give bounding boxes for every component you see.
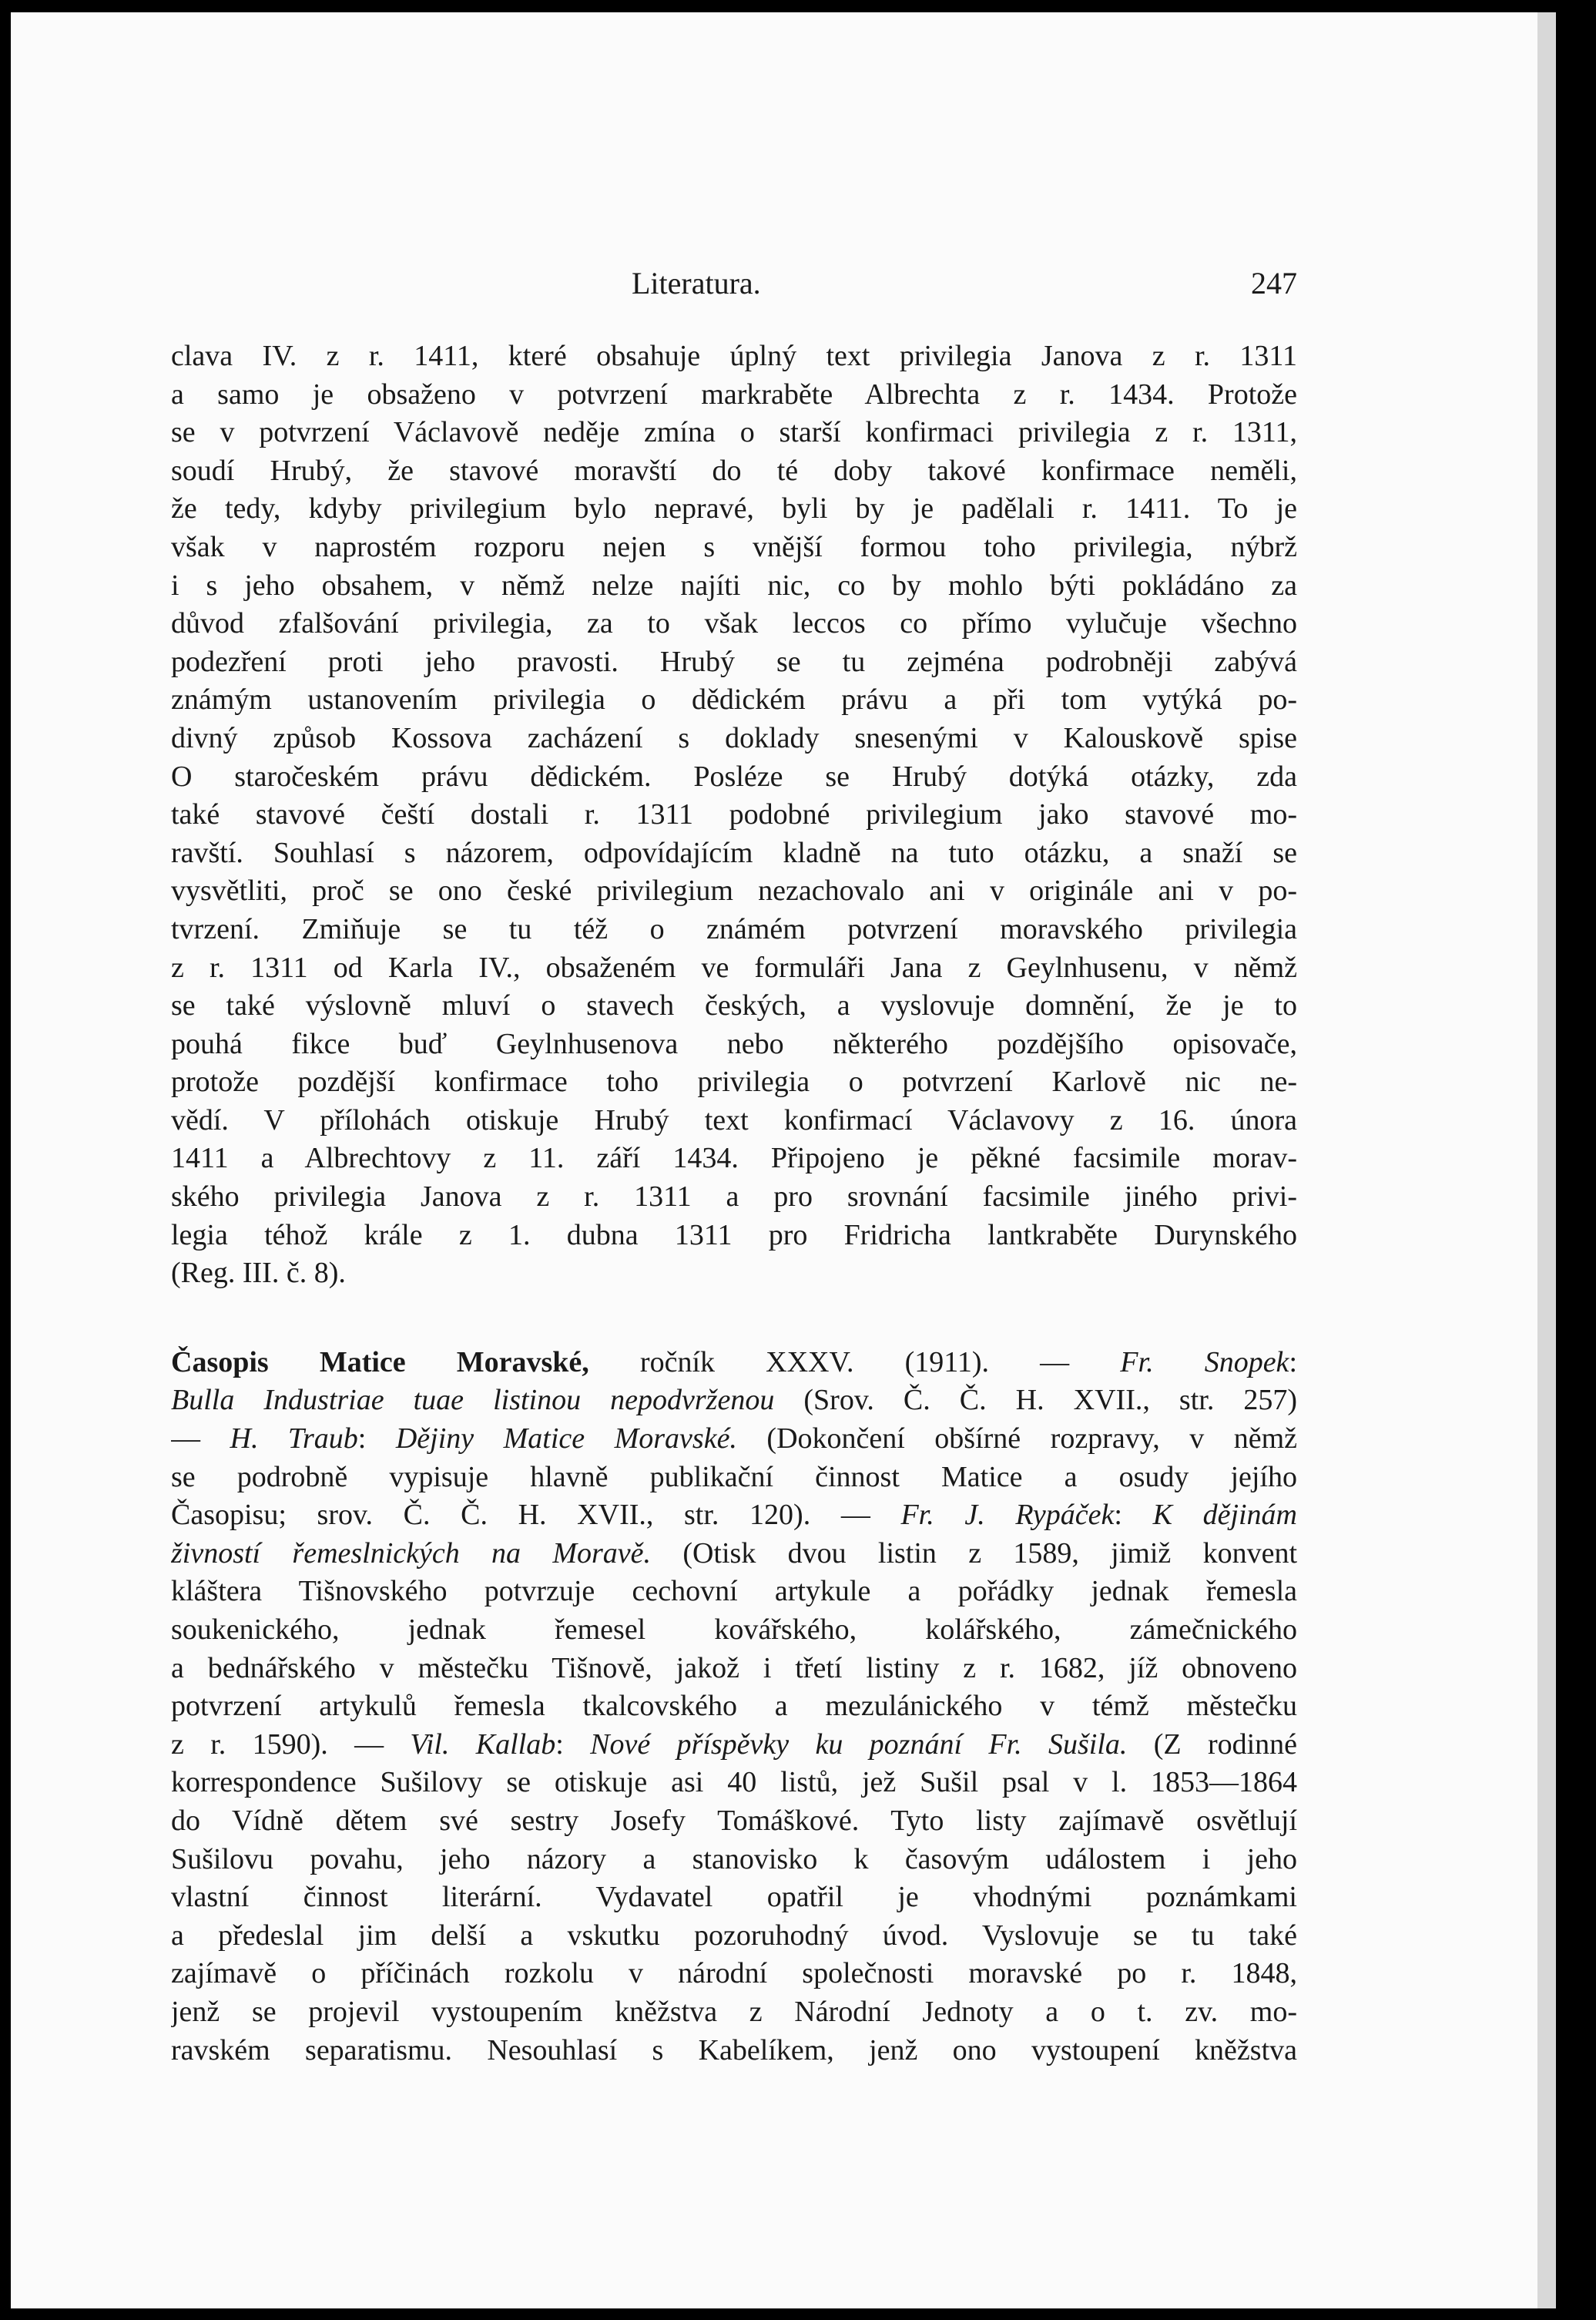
page-number: 247 — [1251, 266, 1297, 300]
text-line: soukenického, jednak řemesel kovářského, kolářského, zámečnického — [171, 1613, 1297, 1646]
text-line: 1411 a Albrechtovy z 11. září 1434. Připojeno je pěkné facsimile morav- — [171, 1142, 1297, 1175]
text-line: vysvětliti, proč se ono české privilegium nezachovalo ani v originále ani v po- — [171, 875, 1297, 908]
text-line: ravští. Souhlasí s názorem, odpovídajícím kladně na tuto otázku, a snaží se — [171, 836, 1297, 869]
text-line: z r. 1590). — Vil. Kallab: Nové příspěvky ku poznání Fr. Sušila. (Z rodinné — [171, 1727, 1297, 1761]
text-line: z r. 1311 od Karla IV., obsaženém ve formuláři Jana z Geylnhusenu, v němž — [171, 951, 1297, 984]
text-line: živností řemeslnických na Moravě. (Otisk dvou listin z 1589, jimiž konvent — [171, 1536, 1297, 1570]
text-line: potvrzení artykulů řemesla tkalcovského a mezulánického v témž městečku — [171, 1690, 1297, 1723]
text-line: a předeslal jim delší a vskutku pozoruhodný úvod. Vyslovuje se tu také — [171, 1919, 1297, 1952]
text-line: tvrzení. Zmiňuje se tu též o známém potvrzení moravského privilegia — [171, 912, 1297, 945]
text-line: jenž se projevil vystoupením kněžstva z Národní Jednoty a o t. zv. mo- — [171, 1995, 1297, 2028]
running-title: Literatura. — [632, 266, 761, 300]
text-line: (Reg. III. č. 8). — [171, 1257, 346, 1290]
text-line: se podrobně vypisuje hlavně publikační činnost Matice a osudy jejího — [171, 1460, 1297, 1493]
page-body — [171, 337, 1297, 2070]
text-line: Sušilovu povahu, jeho názory a stanovisko k časovým událostem i jeho — [171, 1842, 1297, 1875]
work-title: Bulla Industriae tuae listinou nepodvrženou — [171, 1384, 775, 1417]
text-line: Bulla Industriae tuae listinou nepodvrženou (Srov. Č. Č. H. XVII., str. 257) — [171, 1384, 1297, 1417]
text-line: — H. Traub: Dějiny Matice Moravské. (Dokončení obšírné rozpravy, v němž — [171, 1422, 1297, 1455]
work-title: Dějiny Matice Moravské. — [395, 1422, 737, 1455]
text-line: také stavové čeští dostali r. 1311 podobné privilegium jako stavové mo- — [171, 798, 1297, 831]
text-line: Časopis Matice Moravské, ročník XXXV. (1911). — Fr. Snopek: — [171, 1345, 1297, 1378]
work-title: živností řemeslnických na Moravě. — [171, 1536, 652, 1570]
text-line: zajímavě o příčinách rozkolu v národní společnosti moravské po r. 1848, — [171, 1957, 1297, 1990]
text-line: podezření proti jeho pravosti. Hrubý se tu zejména podrobněji zabývá — [171, 645, 1297, 678]
text-line: O staročeském právu dědickém. Posléze se Hrubý dotýká otázky, zda — [171, 760, 1297, 793]
text-line: protože pozdější konfirmace toho privilegia o potvrzení Karlově nic ne- — [171, 1066, 1297, 1099]
text-line: korrespondence Sušilovy se otiskuje asi 40 listů, jež Sušil psal v l. 1853—1864 — [171, 1766, 1297, 1799]
journal-title: Časopis Matice Moravské, — [171, 1345, 589, 1378]
text-line: se v potvrzení Václavově neděje zmína o starší konfirmaci privilegia z r. 1311, — [171, 416, 1297, 449]
text-line: i s jeho obsahem, v němž nelze najíti nic, co by mohlo býti pokládáno za — [171, 569, 1297, 602]
text-line: a samo je obsaženo v potvrzení markraběte Albrechta z r. 1434. Protože — [171, 378, 1297, 411]
text-line: Časopisu; srov. Č. Č. H. XVII., str. 120). — Fr. J. Rypáček: K dějinám — [171, 1499, 1297, 1532]
text-line: známým ustanovením privilegia o dědickém právu a při tom vytýká po- — [171, 683, 1297, 717]
text-line: a bednářského v městečku Tišnově, jakož i třetí listiny z r. 1682, jíž obnoveno — [171, 1651, 1297, 1684]
text-line: však v naprostém rozporu nejen s vnější formou toho privilegia, nýbrž — [171, 530, 1297, 563]
text-line: divný způsob Kossova zacházení s doklady snesenými v Kalouskově spise — [171, 721, 1297, 754]
work-title: Nové příspěvky ku poznání Fr. Sušila. — [590, 1727, 1128, 1761]
text-line: ského privilegia Janova z r. 1311 a pro srovnání facsimile jiného privi- — [171, 1180, 1297, 1214]
text-line: ravském separatismu. Nesouhlasí s Kabelíkem, jenž ono vystoupení kněžstva — [171, 2033, 1297, 2067]
work-title: K dějinám — [1152, 1499, 1297, 1532]
text-line: se také výslovně mluví o stavech českých, a vyslovuje domnění, že je to — [171, 989, 1297, 1022]
text-line: clava IV. z r. 1411, které obsahuje úplný text privilegia Janova z r. 1311 — [171, 340, 1297, 372]
author-name: Fr. J. Rypáček — [900, 1499, 1115, 1532]
text-line: soudí Hrubý, že stavové moravští do té doby takové konfirmace neměli, — [171, 454, 1297, 487]
text-line: do Vídně dětem své sestry Josefy Tomáškové. Tyto listy zajímavě osvětlují — [171, 1804, 1297, 1837]
text-line: legia téhož krále z 1. dubna 1311 pro Fridricha lantkraběte Durynského — [171, 1218, 1297, 1251]
text-line: vlastní činnost literární. Vydavatel opatřil je vhodnými poznámkami — [171, 1881, 1297, 1914]
paragraph-gap — [171, 1293, 1297, 1344]
author-name: Vil. Kallab — [410, 1727, 556, 1761]
text-line: vědí. V přílohách otiskuje Hrubý text konfirmací Václavovy z 16. února — [171, 1103, 1297, 1136]
page-edge-shadow — [1537, 12, 1556, 2308]
author-name: H. Traub — [230, 1422, 358, 1455]
author-name: Fr. Snopek — [1120, 1345, 1289, 1378]
text-line: kláštera Tišnovského potvrzuje cechovní artykule a pořádky jednak řemesla — [171, 1575, 1297, 1608]
running-header — [171, 265, 1297, 304]
paragraph-1 — [171, 337, 1297, 1293]
text-line: pouhá fikce buď Geylnhusenova nebo některého pozdějšího opisovače, — [171, 1027, 1297, 1060]
paragraph-2 — [171, 1344, 1297, 2070]
text-line: důvod zfalšování privilegia, za to však leccos co přímo vylučuje všechno — [171, 607, 1297, 640]
text-line: že tedy, kdyby privilegium bylo nepravé, byli by je padělali r. 1411. To je — [171, 492, 1297, 525]
